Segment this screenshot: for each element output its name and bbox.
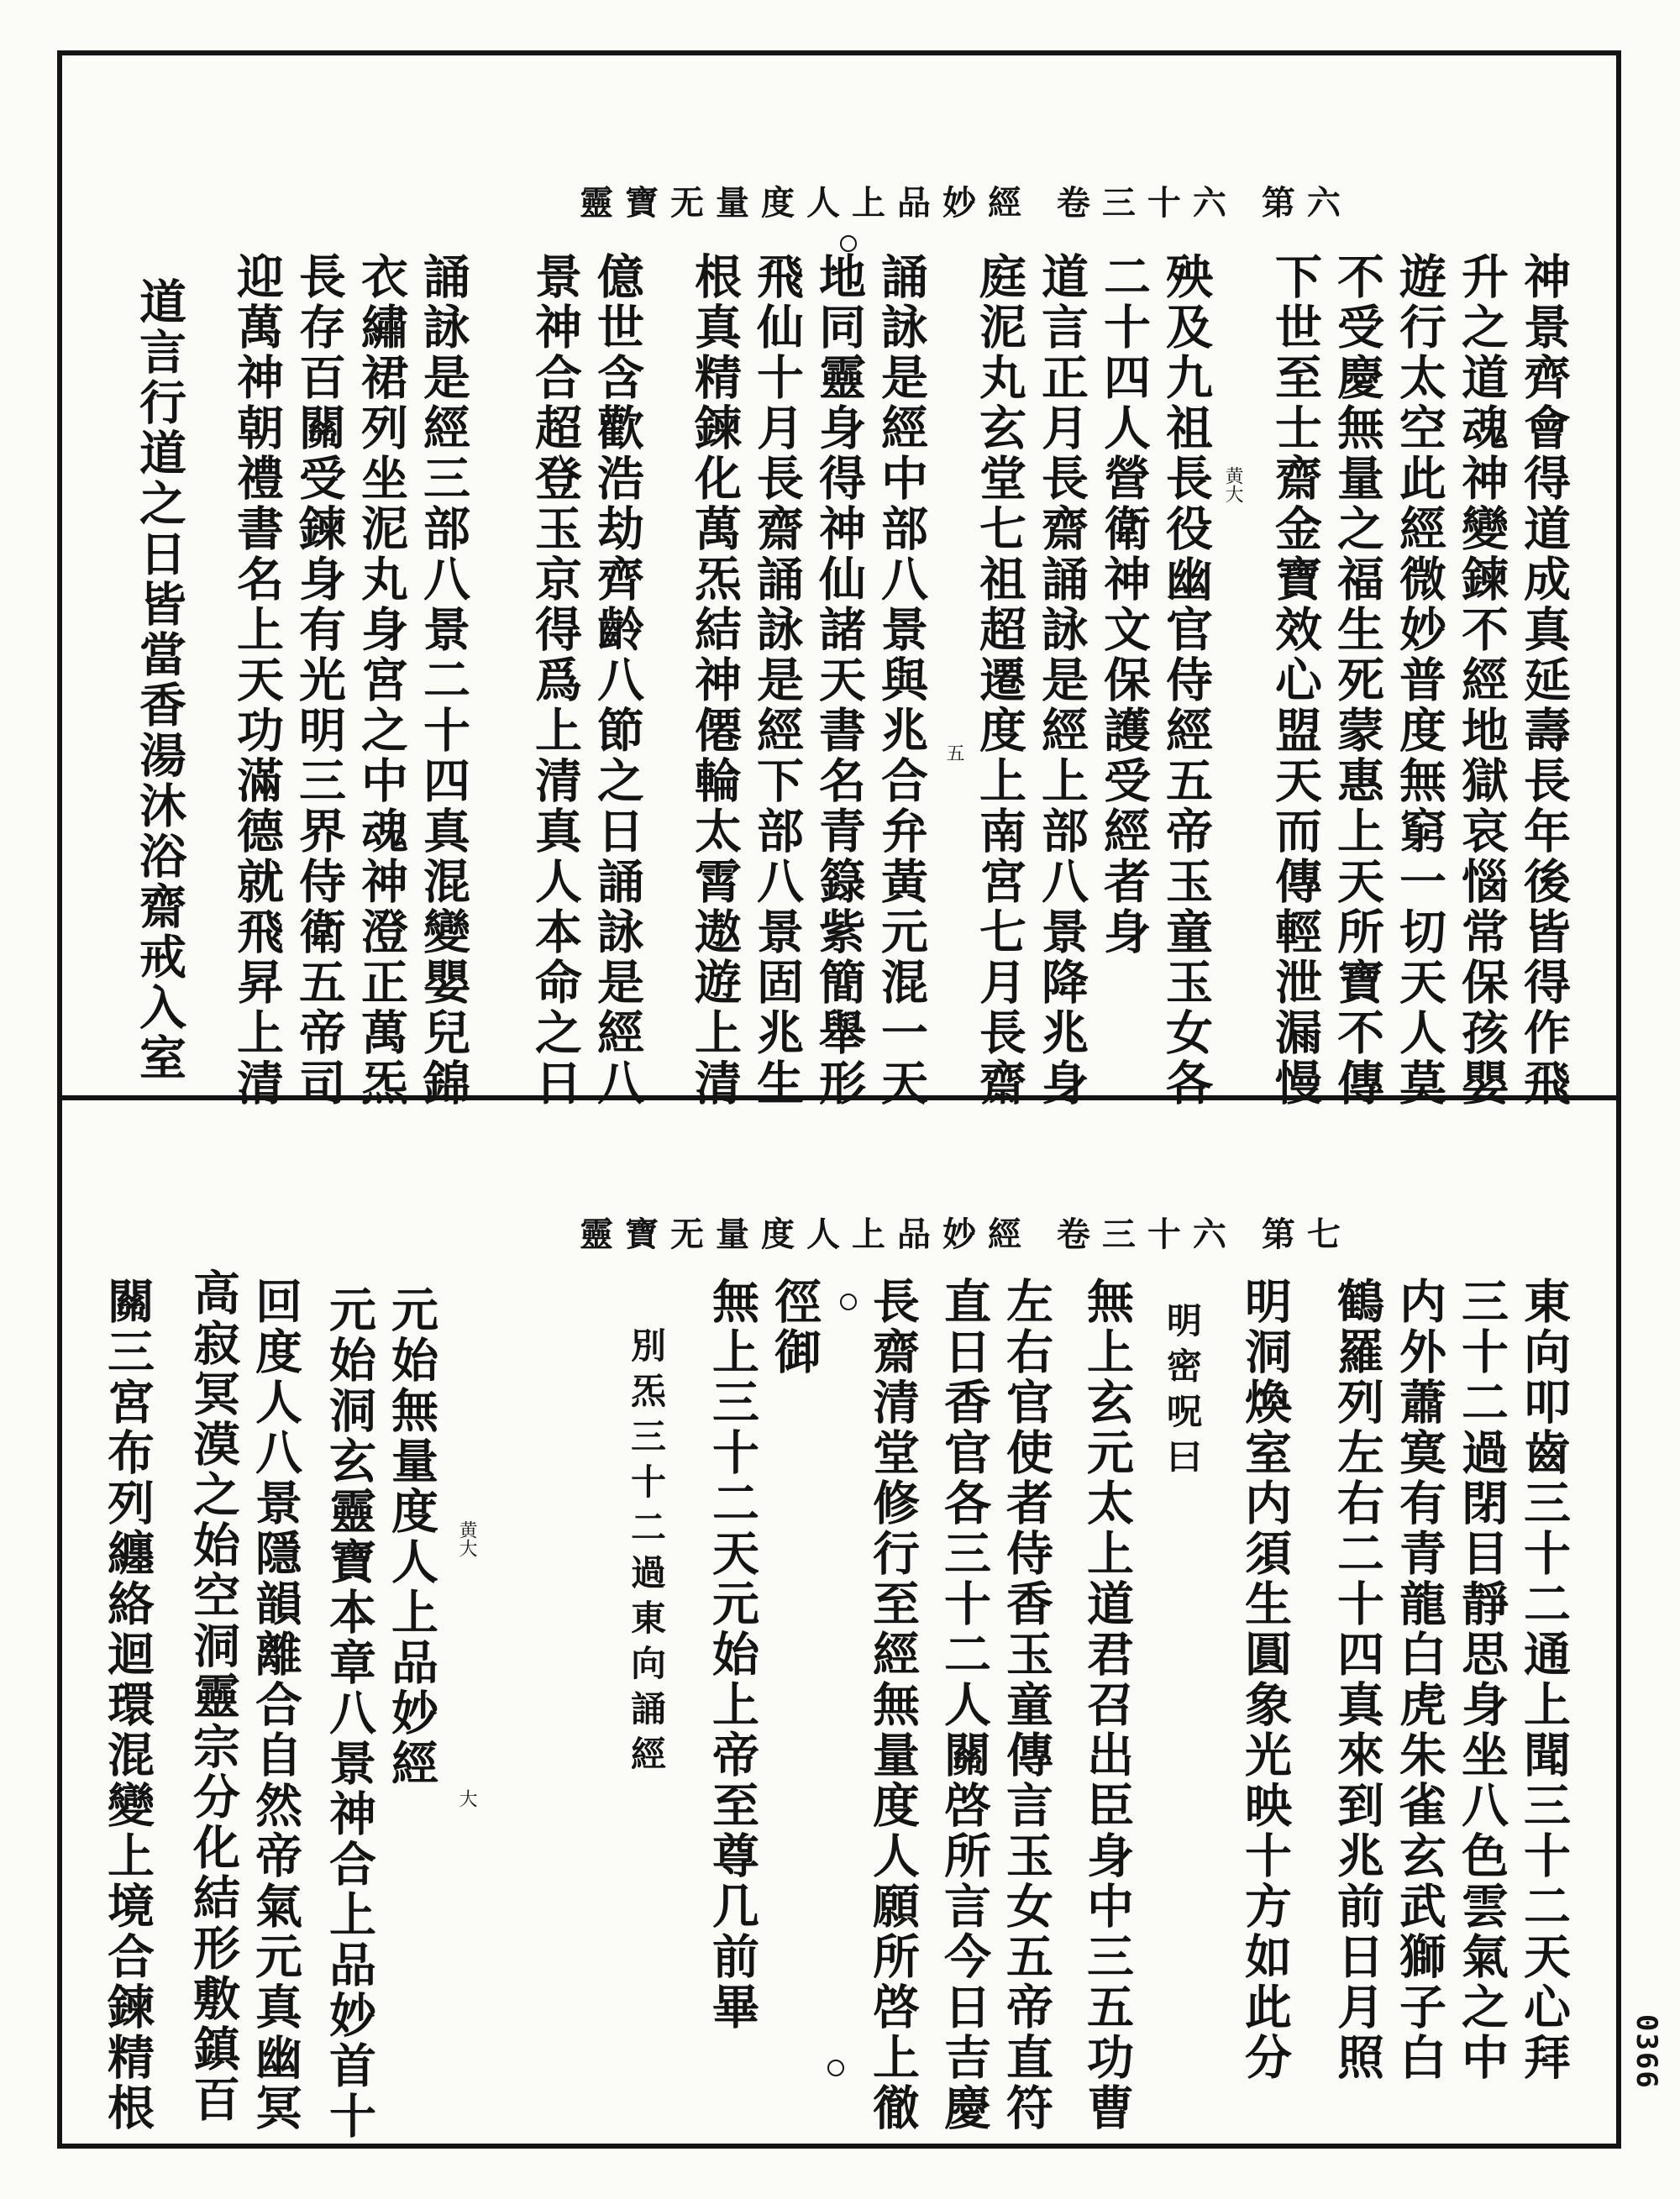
bottom-circle-mark-1 — [840, 1294, 857, 1310]
page-number: 0366 — [1630, 2014, 1663, 2090]
top-column-12: 飛仙十月長齋誦詠是經下部八景固兆生 — [749, 252, 805, 1109]
top-column-10: 誦詠是經中部八景與兆合弁黃元混一天 — [874, 252, 929, 1109]
bottom-column-5: 明洞煥室内須生圓象光映十方如此分 — [1237, 1277, 1293, 2083]
bottom-column-16: 回度人八景隱韻離合自然帝氣元真幽冥 — [248, 1277, 303, 2133]
bottom-column-12: 無上三十二天元始上帝至尊几前畢 — [705, 1277, 760, 2033]
top-column-7: 二十四人營衛神文保護受經者身 — [1096, 252, 1152, 958]
top-column-11: 地同靈身得神仙諸天書名青籙紫簡舉形 — [811, 252, 867, 1109]
bottom-column-7: 無上玄元太上道君召出臣身中三五功曹 — [1079, 1277, 1135, 2133]
bottom-running-title: 靈寶无量度人上品妙經 卷三十六 第七 — [580, 1215, 1352, 1254]
top-margin-note-1: 黄大 — [1222, 466, 1243, 503]
top-circle-mark-2 — [840, 1013, 857, 1030]
bottom-column-10: 長齋清堂修行至經無量度人願所啓上徹 — [865, 1277, 921, 2133]
top-column-9: 庭泥丸玄堂七祖超遷度上南宮七月長齋 — [972, 252, 1027, 1109]
top-circle-mark-1 — [840, 235, 857, 252]
top-column-6: 殃及九祖長役幽官侍經五帝玉童玉女各 — [1158, 252, 1214, 1109]
bottom-column-14: 元始無量度人上品妙經 — [384, 1285, 439, 1789]
top-column-13: 根真精鍊化萬炁結神僊輪太霄遨遊上清 — [687, 252, 743, 1109]
top-column-15: 景神合超登玉京得爲上清真人本命之日 — [528, 252, 583, 1109]
bottom-column-11: 徑御 — [767, 1277, 822, 1378]
bottom-column-6: 明密呪曰 — [1162, 1302, 1203, 1483]
top-column-2: 升之道魂神變鍊不經地獄哀惱常保孩嬰 — [1454, 252, 1509, 1109]
bottom-column-8: 左右官使者侍香玉童傳言玉女五帝直符 — [999, 1277, 1054, 2133]
bottom-column-15: 元始洞玄靈寶本章八景神合上品妙首十 — [322, 1285, 377, 2142]
top-column-5: 下世至士齋金寶效心盟天而傳輕泄漏慢 — [1268, 252, 1323, 1109]
bottom-circle-mark-2 — [827, 2060, 844, 2076]
top-column-19: 迎萬神朝禮書名上天功滿德就飛昇上清 — [229, 252, 285, 1109]
bottom-column-13: 別炁三十二過東向誦經 — [626, 1327, 667, 1781]
bottom-column-3: 内外蕭寞有青龍白虎朱雀玄武獅子白 — [1392, 1277, 1447, 2083]
top-margin-note-2: 五 — [943, 743, 964, 762]
top-column-4: 不受慶無量之福生死蒙惠上天所寶不傳 — [1330, 252, 1385, 1109]
bottom-margin-note-2: 大 — [456, 1789, 477, 1808]
bottom-column-1: 東向叩齒三十二通上聞三十二天心拜 — [1516, 1277, 1572, 2083]
top-column-18: 長存百關受鍊身有光明三界侍衛五帝司 — [291, 252, 347, 1109]
top-running-title: 靈寶无量度人上品妙經 卷三十六 第六 — [580, 183, 1352, 223]
top-column-3: 遊行太空此經微妙普度無窮一切天人莫 — [1392, 252, 1447, 1109]
bottom-column-17: 高寂冥漠之始空洞靈宗分化結形敷鎮百 — [186, 1268, 241, 2125]
top-column-1: 神景齊會得道成真延壽長年後皆得作飛 — [1516, 252, 1572, 1109]
bottom-column-18: 關三宮布列纏絡迴環混變上境合鍊精根 — [100, 1277, 155, 2133]
bottom-column-2: 三十二過閉目靜思身坐八色雲氣之中 — [1454, 1277, 1509, 2083]
bottom-column-9: 直日香官各三十二人關啓所言今日吉慶 — [937, 1277, 992, 2133]
top-column-20: 道言行道之日皆當香湯沐浴齋戒入室 — [132, 277, 187, 1084]
top-column-14: 億世含歡浩劫齊齡八節之日誦詠是經八 — [590, 252, 645, 1109]
bottom-margin-note-1: 黄大 — [456, 1520, 477, 1557]
top-column-8: 道言正月長齋誦詠是經上部八景降兆身 — [1034, 252, 1089, 1109]
top-column-16: 誦詠是經三部八景二十四真混變嬰兒錦 — [416, 252, 471, 1109]
bottom-column-4: 鶴羅列左右二十四真來到兆前日月照 — [1330, 1277, 1385, 2083]
top-column-17: 衣繡裙列坐泥丸身宮之中魂神澄正萬炁 — [354, 252, 409, 1109]
